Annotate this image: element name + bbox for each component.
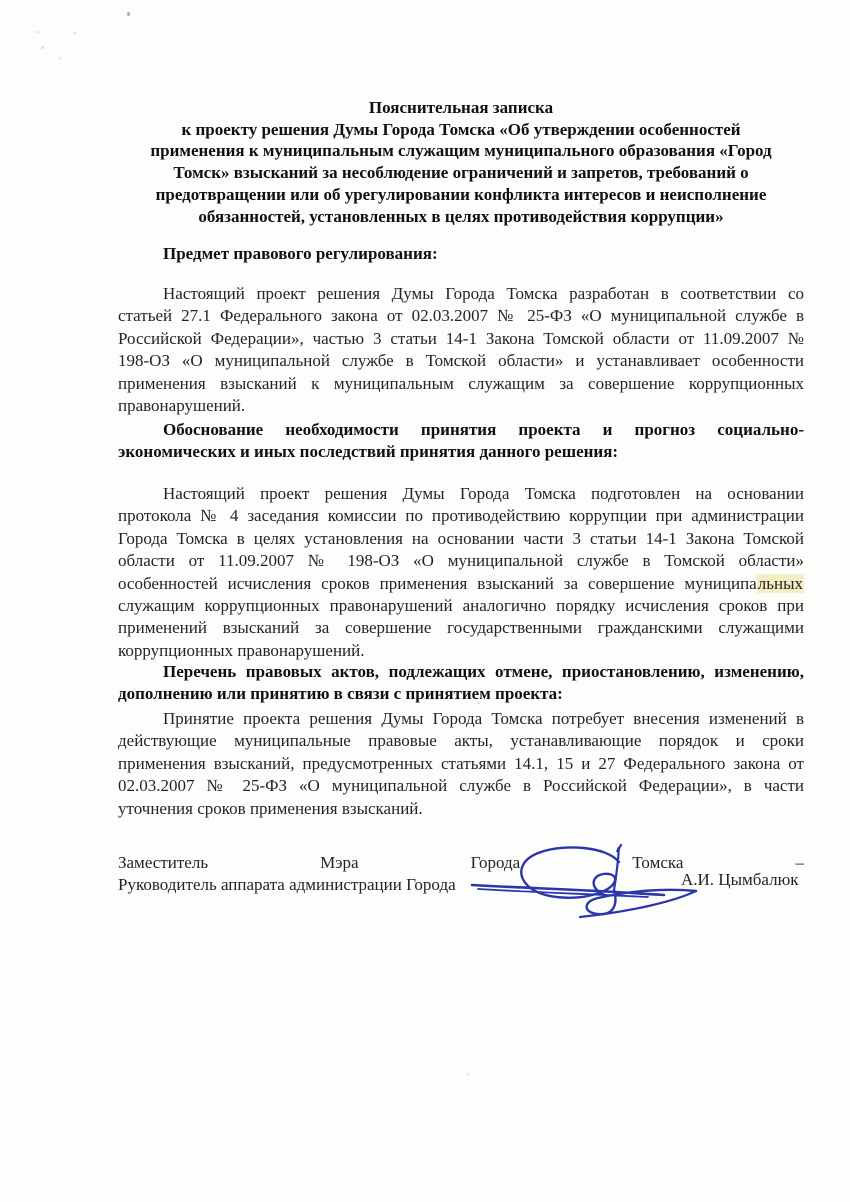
text-line: применения к муниципальным служащим муниципального образования «Город [150,141,772,161]
text-line: 198-ОЗ «О муниципальной службе в Томской области» и устанавливает особенности [118,351,804,371]
text-line: Принятие проекта решения Думы Города Томска потребует внесения изменений в [163,709,804,728]
section-heading-justification [118,419,804,464]
text-line: области от 11.09.2007 № 198-ОЗ «О муниципальной службе в Томской области» [118,551,804,571]
text-line: Предмет правового регулирования: [163,244,438,263]
text-line: Обоснование необходимости принятия проекта и прогноз социально- [163,420,804,439]
text-line: протокола № 4 заседания комиссии по противодействию коррупции при администрации [118,506,804,526]
text-line: Пояснительная записка [368,98,554,117]
text-line: Перечень правовых актов, подлежащих отмене, приостановлению, изменению, [163,662,804,681]
text-line: применения взысканий к муниципальным служащим за совершение коррупционных [118,373,804,393]
paragraph-subject [118,283,804,417]
paragraph-justification [118,483,804,662]
text-line: Настоящий проект решения Думы Города Томска подготовлен на основании [163,484,804,503]
scan-speck [36,31,39,33]
text-line: Заместитель Мэра Города Томска – [118,853,804,872]
scan-speck [466,1073,470,1076]
text-line: применений взысканий за совершение государственными гражданскими служащими [118,618,804,638]
text-line: статьей 27.1 Федерального закона от 02.03.2007 № 25-ФЗ «О муниципальной службе в [118,306,804,326]
text-line: Руководитель аппарата администрации Города [118,875,456,895]
scan-speck [73,32,77,34]
scan-speck [41,46,44,49]
text-line: уточнения сроков применения взысканий. [118,798,423,818]
text-line: дополнению или принятию в связи с принятием проекта: [118,684,563,704]
text-line: особенностей исчисления сроков применения взысканий за совершение муниципальных [118,573,803,593]
text-line: Томск» взысканий за несоблюдение ограничений и запретов, требований о [173,163,749,183]
text-line: Города Томска в целях установления на основании части 3 статьи 14-1 Закона Томской [118,528,804,548]
highlighted-text: льных [757,573,803,593]
text-line: к проекту решения Думы Города Томска «Об утверждении особенностей [181,119,741,139]
paragraph-acts-list [118,708,804,820]
section-heading-subject [118,243,804,265]
text-line: применения взысканий, предусмотренных статьями 14.1, 15 и 27 Федерального закона от [118,753,804,773]
text-line: Российской Федерации», частью 3 статьи 14-1 Закона Томской области от 11.09.2007 № [118,328,804,348]
text-line: Настоящий проект решения Думы Города Томска разработан в соответствии со [163,284,804,303]
scan-speck [127,12,130,16]
text-line: обязанностей, установленных в целях противодействия коррупции» [198,206,724,226]
text-line: 02.03.2007 № 25-ФЗ «О муниципальной службе в Российской Федерации», в части [118,776,804,796]
text-line: коррупционных правонарушений. [118,640,365,660]
section-heading-acts-list [118,661,804,706]
scan-speck [59,57,62,60]
signature-block [118,852,804,932]
text-line: служащим коррупционных правонарушений аналогично порядку исчисления сроков при [118,596,804,616]
document-title [118,97,804,227]
text-line: экономических и иных последствий принятия данного решения: [118,442,619,462]
text-line: правонарушений. [118,396,246,416]
signature-ink [468,838,710,926]
signer-name: А.И. Цымбалюк [681,870,799,889]
text-line: действующие муниципальные правовые акты, устанавливающие порядок и сроки [118,731,804,751]
text-line: предотвращении или об урегулировании конфликта интересов и неисполнение [155,184,767,204]
